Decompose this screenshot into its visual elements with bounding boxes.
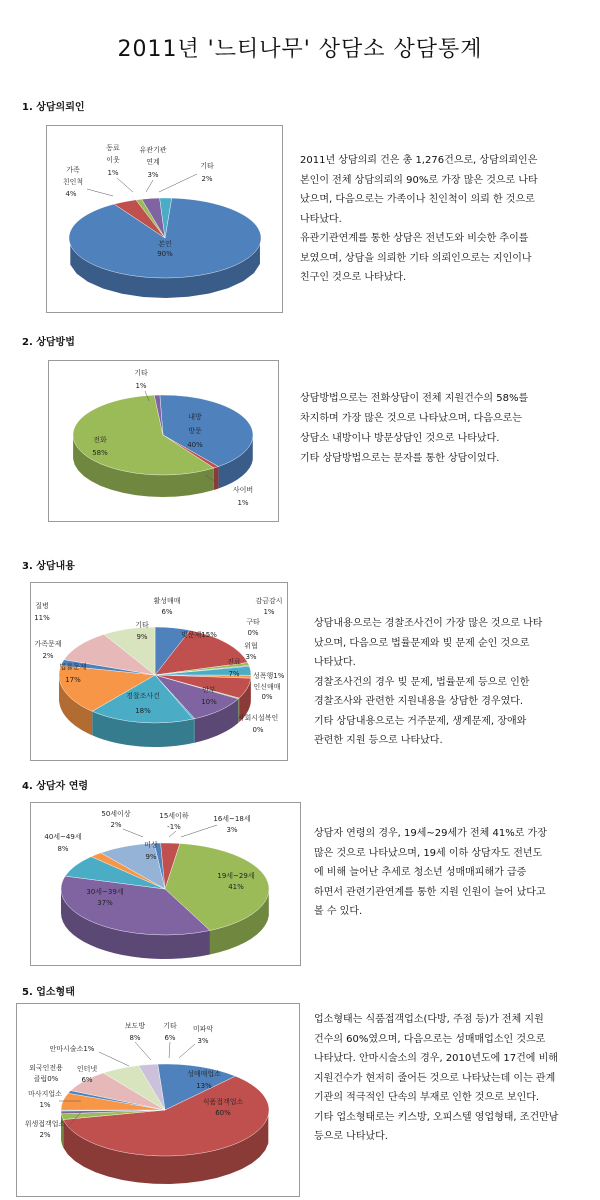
label-b9: 미파악 [192,1025,214,1033]
label-b4: 외국인전용 [29,1064,63,1072]
pie-chart-method [49,361,278,521]
label-a2: 19세~29세 [217,872,255,880]
text-line: 기타 상담방법으로는 문자를 통한 상담이었다. [300,453,500,464]
value-s7: 0% [261,693,273,701]
label-s2: 감금감시 [255,597,283,605]
pie-side-1 [214,467,219,490]
value-s2: 1% [263,608,275,616]
label-visit-2: 방문 [188,427,202,435]
value-phone: 58% [92,449,108,457]
label-a1: 16세~18세 [213,815,251,823]
label-b4-2: 클럽0% [33,1075,59,1083]
value-a0: -1% [167,823,181,831]
leader-line [159,174,197,192]
text-line: 차지하며 가장 많은 것으로 나타났으며, 다음으로는 [300,413,522,424]
leader-line [87,189,113,196]
label-a4: 40세~49세 [44,833,82,841]
label-a5: 50세이상 [101,810,131,818]
value-a1: 3% [226,826,238,834]
value-etc: 1% [135,382,147,390]
label-s9: 사회시설복인 [237,714,279,722]
section-text-client [300,151,590,288]
value-b7: 8% [129,1034,141,1042]
text-line: 본인이 전체 상담의뢰의 90%로 가장 많은 것으로 나타 [300,174,538,186]
text-line: 경찰조사와 관련한 지원내용을 상담한 경우였다. [314,696,524,707]
label-s12: 가족문제 [34,640,62,648]
pie-side-9 [193,719,195,743]
label-s4: 위협 [244,642,258,650]
text-line: 기타 업소형태로는 키스방, 오피스텔 영업형태, 조건만남 [314,1111,559,1123]
label-a6: 미상 [144,841,158,849]
label-visit: 내방 [188,413,202,421]
value-a2: 41% [228,883,244,891]
text-line: 에 비해 늘어난 추세로 청소년 성매매피해가 급증 [314,867,527,878]
label-coworker-2: 이웃 [106,156,120,164]
text-line: 기관의 적극적인 단속의 부재로 인한 것으로 보인다. [314,1092,540,1103]
text-line: 나타났다. [300,213,342,225]
label-agency: 유관기관 [139,146,167,154]
value-agency: 3% [147,171,159,179]
label-s3: 구타 [246,618,260,626]
page-title: 2011년 '느티나무' 상담소 상담통계 [117,37,483,62]
section-heading-client: 1. 상담의뢰인 [22,102,85,113]
value-s4: 3% [245,653,257,661]
label-family: 가족 [66,166,80,174]
label-b0: 성매매업소 [187,1070,221,1078]
section-heading-age: 4. 상담자 연령 [22,781,89,792]
text-line: 유관기관연계를 통한 상담은 전년도와 비슷한 추이를 [300,233,529,244]
label-s7: 인신매매 [253,683,281,691]
section-heading-business: 5. 업소형태 [22,987,75,998]
text-line: 하면서 관련기관연계를 통한 지원 인원이 늘어 났다고 [314,886,546,898]
value-s9: 0% [252,726,264,734]
pie-age-slices [61,843,269,959]
label-b2: 위생접객업소 [24,1120,66,1128]
text-line: 났으며, 다음으로 법률문제와 빚 문제 순인 것으로 [314,637,530,649]
label-coworker: 동료 [106,144,120,152]
section-heading-method: 2. 상담방법 [22,337,75,348]
chart-box-content [30,582,288,761]
text-line: 관련한 지원 등으로 나타났다. [314,735,443,746]
chart-box-business [16,1003,300,1197]
text-line: 경찰조사건의 경우 빚 문제, 법률문제 등으로 인한 [314,676,530,688]
label-b6: 안마시술소1% [49,1045,95,1053]
value-a4: 8% [57,845,69,853]
label-phone: 전화 [93,436,107,444]
label-a3: 30세~39세 [86,888,124,896]
value-b2: 2% [39,1131,51,1139]
section-text-method [300,389,590,469]
value-etc: 2% [201,175,213,183]
label-s0: 활성매매 [153,597,181,605]
leader-line [117,178,133,192]
pie-chart-business [17,1004,299,1196]
pie-chart-age [31,803,300,965]
pie-method-slices [73,395,253,497]
text-line: 등으로 나타났다. [314,1131,388,1142]
text-line: 친구인 것으로 나타났다. [300,272,407,283]
value-s3: 0% [247,629,259,637]
leader-line [181,825,217,837]
value-b3: 1% [39,1101,51,1109]
value-s6: 7% [228,670,240,678]
text-line: 나타났다. [314,657,356,668]
label-agency-2: 연계 [146,158,160,166]
label-b1: 식품접객업소 [202,1098,244,1106]
value-s8: 10% [201,698,217,706]
text-line: 상담내용으로는 경찰조사건이 가장 많은 것으로 나타 [314,618,543,629]
section-text-age [314,824,594,922]
label-family-2: 친인척 [62,178,84,186]
label-s14: 기타 [135,621,149,629]
text-line: 볼 수 있다. [314,906,363,917]
leader-line [169,831,176,837]
label-b3: 마사지업소 [28,1090,62,1098]
value-a5: 2% [110,821,122,829]
value-b5: 6% [81,1076,93,1084]
section-heading-content: 3. 상담내용 [22,561,75,572]
label-etc: 기타 [134,369,148,377]
label-s6: 진료 [227,658,241,666]
value-cyber: 1% [237,499,249,507]
text-line: 상담방법으로는 전화상담이 전체 지원건수의 58%를 [300,393,529,404]
text-line: 지원건수가 현저히 줄어든 것으로 나타났는데 이는 관계 [314,1072,556,1084]
section-text-business [314,1010,596,1147]
label-s11: 법률문제 [59,663,87,671]
pie-chart-client [47,126,282,312]
pie-content-slices [59,627,251,747]
value-family: 4% [65,190,77,198]
label-s13: 질병 [35,602,49,610]
value-b8: 6% [164,1034,176,1042]
leader-line [179,1044,195,1058]
label-b8: 기타 [163,1022,177,1030]
label-s5: 성폭행1% [253,672,285,680]
text-line: 나타났다. 안마시술소의 경우, 2010년도에 17건에 비해 [314,1053,558,1064]
text-line: 많은 것으로 나타났으며, 19세 이하 상담자도 전년도 [314,847,543,859]
text-line: 건수의 60%였으며, 다음으로는 성매매업소인 것으로 [314,1033,546,1045]
chart-box-method [48,360,279,522]
value-a6: 9% [145,853,157,861]
text-line: 상담소 내방이나 방문상담인 것으로 나타났다. [300,433,500,444]
text-line: 났으며, 다음으로는 가족이나 친인척이 의뢰 한 것으로 [300,194,535,205]
label-s8: 안부 [202,686,216,694]
text-line: 2011년 상담의뢰 건은 총 1,276건으로, 상담의뢰인은 [300,155,538,166]
value-visit: 40% [187,441,203,449]
value-s13: 11% [34,614,50,622]
leader-line [146,180,153,192]
value-bonin: 90% [157,250,173,258]
label-s10: 경찰조사건 [126,692,160,700]
text-line: 기타 상담내용으로는 거주문제, 생계문제, 장애와 [314,715,527,727]
text-line: 업소형태는 식품접객업소(다방, 주점 등)가 전체 지원 [314,1014,544,1025]
text-line: 보였으며, 상담을 의뢰한 기타 의뢰인으로는 지인이나 [300,252,532,264]
leader-line [123,829,143,837]
chart-box-client [46,125,283,313]
leader-line [135,1042,151,1060]
leader-line [169,1042,170,1058]
label-etc: 기타 [200,162,214,170]
pie-chart-content [31,583,287,760]
value-s12: 2% [42,652,54,660]
value-a3: 37% [97,899,113,907]
value-s10: 18% [135,707,151,715]
label-b5: 인터넷 [76,1065,98,1073]
value-b0: 13% [196,1082,212,1090]
value-b9: 3% [197,1037,209,1045]
label-b7: 보도방 [124,1022,146,1030]
value-b1: 60% [215,1109,231,1117]
value-s11: 17% [65,676,81,684]
label-a0: 15세이하 [159,812,189,820]
value-coworker: 1% [107,169,119,177]
value-s14: 9% [136,633,148,641]
chart-box-age [30,802,301,966]
value-s0: 6% [161,608,173,616]
text-line: 상담자 연령의 경우, 19세~29세가 전체 41%로 가장 [314,828,547,839]
section-text-content [314,614,594,751]
leader-line [99,1052,129,1066]
label-s1: 빚문제15% [181,631,217,639]
label-bonin: 본인 [158,240,172,248]
label-cyber: 사이버 [232,486,254,494]
